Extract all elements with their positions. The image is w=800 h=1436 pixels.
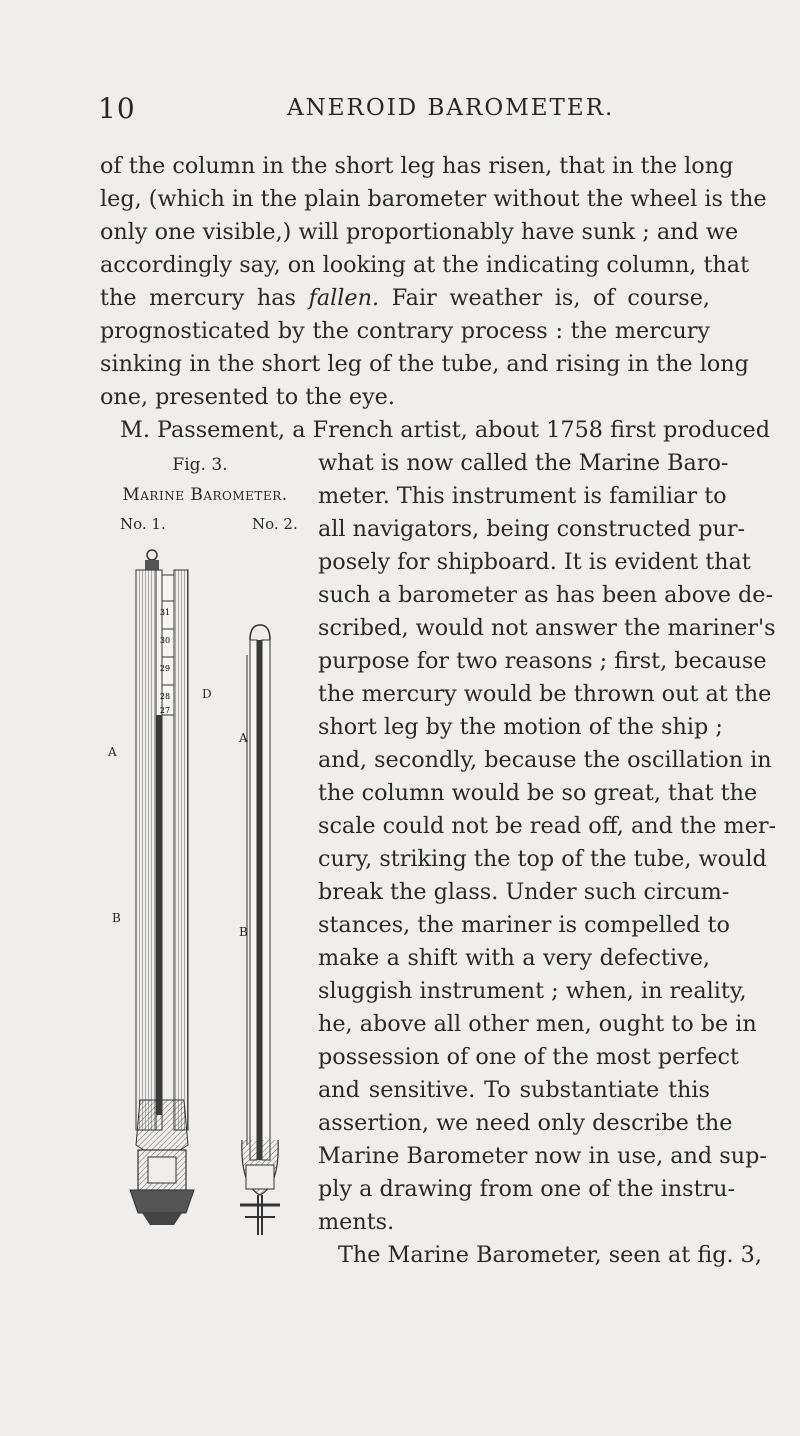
text-line: and sensitive. To substantiate this <box>318 1077 710 1103</box>
label-b-right: B <box>239 925 248 939</box>
text-line: the column would be so great, that the <box>318 780 758 806</box>
text-line: sinking in the short leg of the tube, and rising in the long <box>100 351 749 377</box>
scale-27: 27 <box>159 706 171 715</box>
text-line: scribed, would not answer the mariner's <box>318 615 776 641</box>
text-line: scale could not be read off, and the mer- <box>318 813 777 839</box>
scale-31: 31 <box>159 608 171 617</box>
text-line: ments. <box>318 1209 395 1235</box>
barometer-no1 <box>130 550 194 1225</box>
text-line: he, above all other men, ought to be in <box>318 1011 757 1037</box>
scale-29: 29 <box>159 664 171 673</box>
barometer-drawing <box>100 545 310 1250</box>
figure-no2-label: No. 2. <box>252 515 298 533</box>
text-line: M. Passement, a French artist, about 1758 first produced <box>120 417 771 443</box>
text-line: stances, the mariner is compelled to <box>318 912 730 938</box>
text-line: and, secondly, because the oscillation in <box>318 747 772 773</box>
text-line: one, presented to the eye. <box>100 384 395 410</box>
text-line: leg, (which in the plain barometer without the wheel is the <box>100 186 767 212</box>
paragraph-3: The Marine Barometer, seen at fig. 3, <box>338 1242 762 1268</box>
text-line: make a shift with a very defective, <box>318 945 710 971</box>
label-b-left: B <box>112 911 121 925</box>
italic-word: fallen. <box>308 285 380 311</box>
text-line: assertion, we need only describe the <box>318 1110 733 1136</box>
label-a-left: A <box>108 745 117 759</box>
text-run: the mercury has <box>100 285 309 311</box>
text-line: prognosticated by the contrary process : the mercury <box>100 318 710 344</box>
text-line <box>100 283 710 314</box>
text-line: cury, striking the top of the tube, would <box>318 846 767 872</box>
figure-no1-label: No. 1. <box>120 515 166 533</box>
text-line: ply a drawing from one of the instru- <box>318 1176 736 1202</box>
text-line: Marine Barometer now in use, and sup- <box>318 1143 767 1169</box>
text-line: possession of one of the most perfect <box>318 1044 739 1070</box>
text-line: such a barometer as has been above de- <box>318 582 773 608</box>
text-line: of the column in the short leg has risen, that in the long <box>100 153 734 179</box>
text-line: all navigators, being constructed pur- <box>318 516 746 542</box>
text-line: sluggish instrument ; when, in reality, <box>318 978 747 1004</box>
page-header <box>0 92 800 132</box>
running-head: ANEROID BAROMETER. <box>287 95 615 121</box>
text-line: posely for shipboard. It is evident that <box>318 549 751 575</box>
text-line: only one visible,) will proportionably have sunk ; and we <box>100 219 739 245</box>
scale-28: 28 <box>159 692 171 701</box>
figure-marine-barometer <box>100 455 310 1255</box>
text-line: meter. This instrument is familiar to <box>318 483 727 509</box>
figure-subtitle: Marine Barometer. <box>122 485 288 505</box>
label-a-right: A <box>239 731 248 745</box>
scale-30: 30 <box>159 636 171 645</box>
text-line: accordingly say, on looking at the indicating column, that <box>100 252 750 278</box>
text-run: Fair weather is, of course, <box>379 285 710 311</box>
label-d: D <box>202 687 212 701</box>
text-line: break the glass. Under such circum- <box>318 879 730 905</box>
text-line: short leg by the motion of the ship ; <box>318 714 723 740</box>
text-line: what is now called the Marine Baro- <box>318 450 729 476</box>
figure-title: Fig. 3. <box>172 455 228 475</box>
text-line: the mercury would be thrown out at the <box>318 681 772 707</box>
text-line: purpose for two reasons ; first, because <box>318 648 767 674</box>
page-number: 10 <box>98 92 136 125</box>
